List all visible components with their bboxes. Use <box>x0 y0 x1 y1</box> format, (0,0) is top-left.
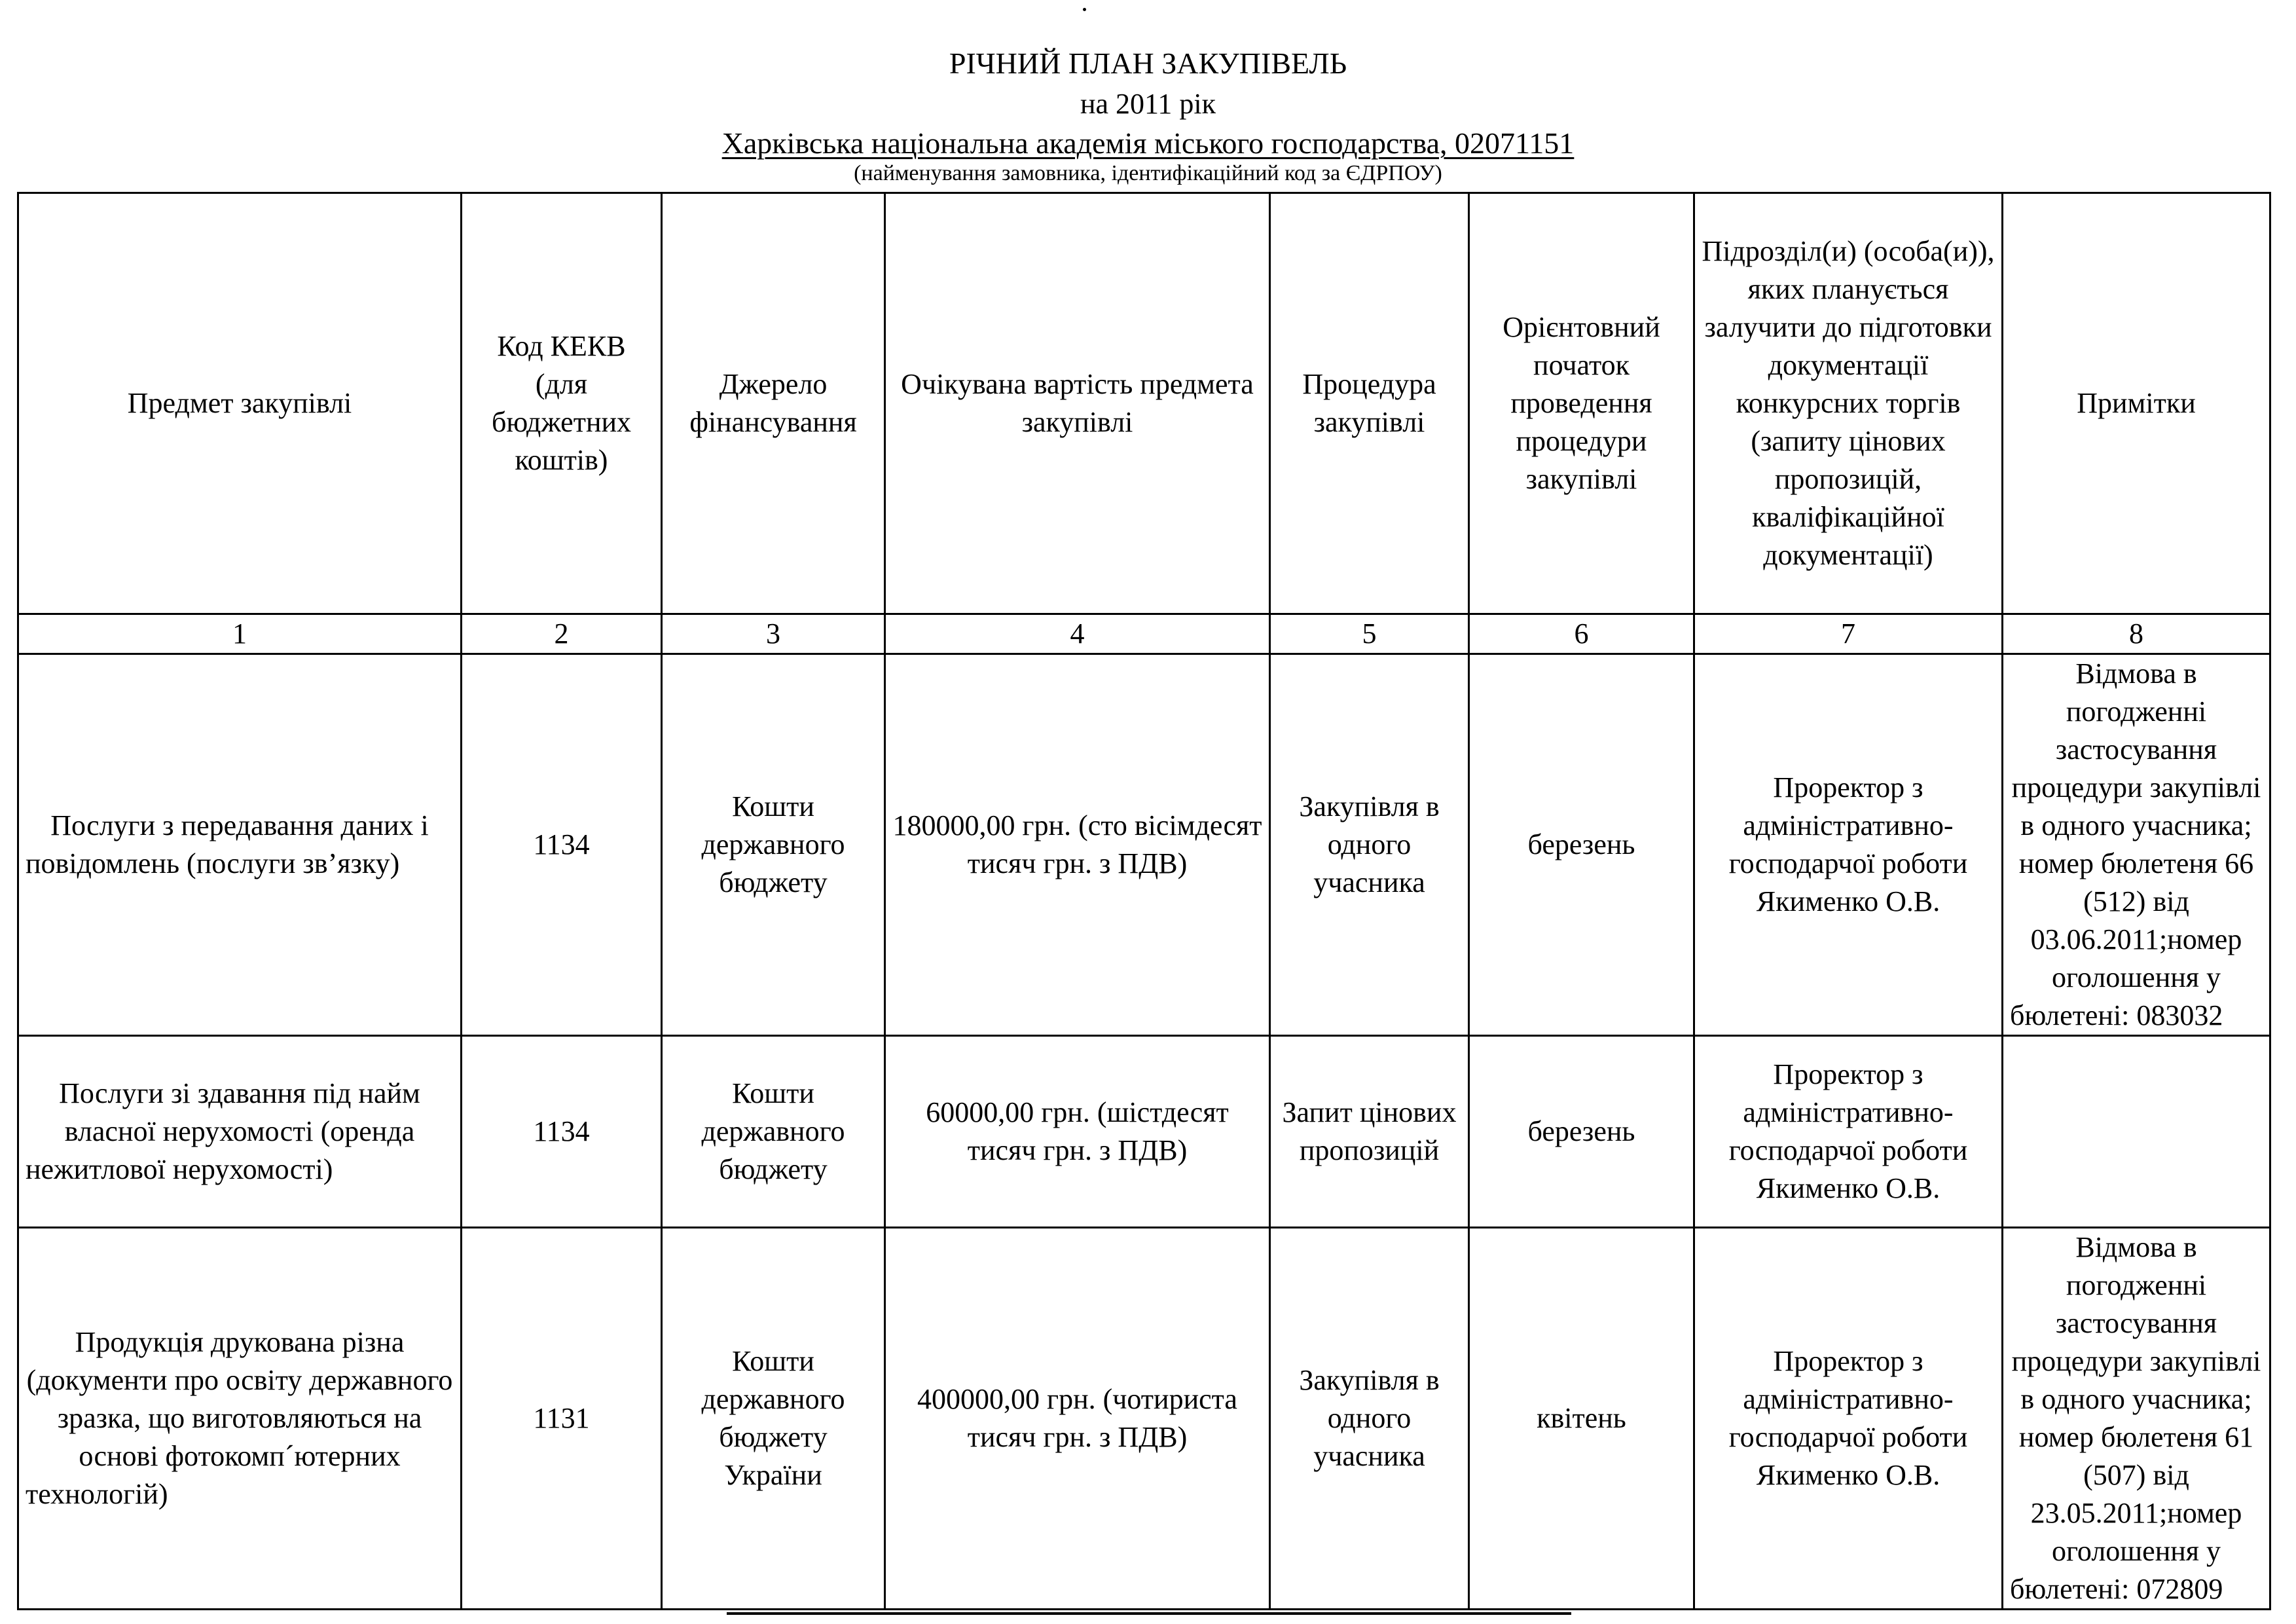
cell-subject: Послуги зі здавання під найм власної нерухомості (оренда нежитлової нерухомості) <box>18 1036 462 1228</box>
cell-procedure: Запит цінових пропозицій <box>1270 1036 1469 1228</box>
organization-name: Харківська національна академія міського господарства, 02071151 <box>721 126 1575 160</box>
cell-notes: Відмова в погодженні застосування процедури закупівлі в одного учасника; номер бюлетеня 66 (512) від 03.06.2011;номер оголошення у бюлетені: 083032 <box>2003 654 2270 1036</box>
column-number: 5 <box>1270 614 1469 654</box>
cell-start: березень <box>1469 654 1694 1036</box>
cell-cost: 60000,00 грн. (шістдесят тисяч грн. з ПДВ) <box>885 1036 1270 1228</box>
cell-kekv: 1131 <box>462 1228 662 1610</box>
column-number: 6 <box>1469 614 1694 654</box>
cell-source: Кошти державного бюджету України <box>662 1228 885 1610</box>
cell-procedure: Закупівля в одного учасника <box>1270 654 1469 1036</box>
table-row <box>18 1228 2270 1610</box>
column-number: 2 <box>462 614 662 654</box>
organization-line <box>0 128 2296 158</box>
bottom-rule <box>727 1612 1571 1615</box>
column-header-notes: Примітки <box>2003 193 2270 614</box>
cell-kekv: 1134 <box>462 654 662 1036</box>
scan-dot <box>1083 8 1086 11</box>
column-number: 7 <box>1694 614 2003 654</box>
cell-responsible: Проректор з адміністративно-господарчої роботи Якименко О.В. <box>1694 1036 2003 1228</box>
column-header-responsible: Підрозділ(и) (особа(и)), яких планується залучити до підготовки документації конкурсних торгів (запиту цінових пропозицій, кваліфікаційної документації) <box>1694 193 2003 614</box>
column-header-start: Орієнтовний початок проведення процедури закупівлі <box>1469 193 1694 614</box>
cell-responsible: Проректор з адміністративно-господарчої роботи Якименко О.В. <box>1694 1228 2003 1610</box>
cell-source: Кошти державного бюджету <box>662 1036 885 1228</box>
cell-start: квітень <box>1469 1228 1694 1610</box>
column-number: 8 <box>2003 614 2270 654</box>
column-number: 1 <box>18 614 462 654</box>
cell-responsible: Проректор з адміністративно-господарчої роботи Якименко О.В. <box>1694 654 2003 1036</box>
document-title: РІЧНИЙ ПЛАН ЗАКУПІВЕЛЬ <box>949 46 1347 80</box>
cell-procedure: Закупівля в одного учасника <box>1270 1228 1469 1610</box>
column-header-procedure: Процедура закупівлі <box>1270 193 1469 614</box>
cell-subject: Продукція друкована різна (документи про освіту державного зразка, що виготовляються на основі фотокомп´ютерних технологій) <box>18 1228 462 1610</box>
cell-cost: 180000,00 грн. (сто вісімдесят тисяч грн. з ПДВ) <box>885 654 1270 1036</box>
cell-notes: Відмова в погодженні застосування процедури закупівлі в одного учасника; номер бюлетеня 61 (507) від 23.05.2011;номер оголошення у бюлетені: 072809 <box>2003 1228 2270 1610</box>
cell-cost: 400000,00 грн. (чотириста тисяч грн. з ПДВ) <box>885 1228 1270 1610</box>
cell-kekv: 1134 <box>462 1036 662 1228</box>
column-number: 4 <box>885 614 1270 654</box>
document-year: на 2011 рік <box>1080 88 1216 120</box>
column-header-kekv: Код КЕКВ (для бюджетних коштів) <box>462 193 662 614</box>
cell-notes <box>2003 1036 2270 1228</box>
organization-caption: (найменування замовника, ідентифікаційний код за ЄДРПОУ) <box>854 161 1442 185</box>
column-header-subject: Предмет закупівлі <box>18 193 462 614</box>
column-number-row <box>18 614 2270 654</box>
column-header-source: Джерело фінансування <box>662 193 885 614</box>
table-row <box>18 654 2270 1036</box>
cell-subject: Послуги з передавання даних і повідомлень (послуги зв’язку) <box>18 654 462 1036</box>
cell-source: Кошти державного бюджету <box>662 654 885 1036</box>
table-row <box>18 1036 2270 1228</box>
column-header-cost: Очікувана вартість предмета закупівлі <box>885 193 1270 614</box>
cell-start: березень <box>1469 1036 1694 1228</box>
procurement-plan-table <box>17 192 2271 1610</box>
column-number: 3 <box>662 614 885 654</box>
table-header-row <box>18 193 2270 614</box>
